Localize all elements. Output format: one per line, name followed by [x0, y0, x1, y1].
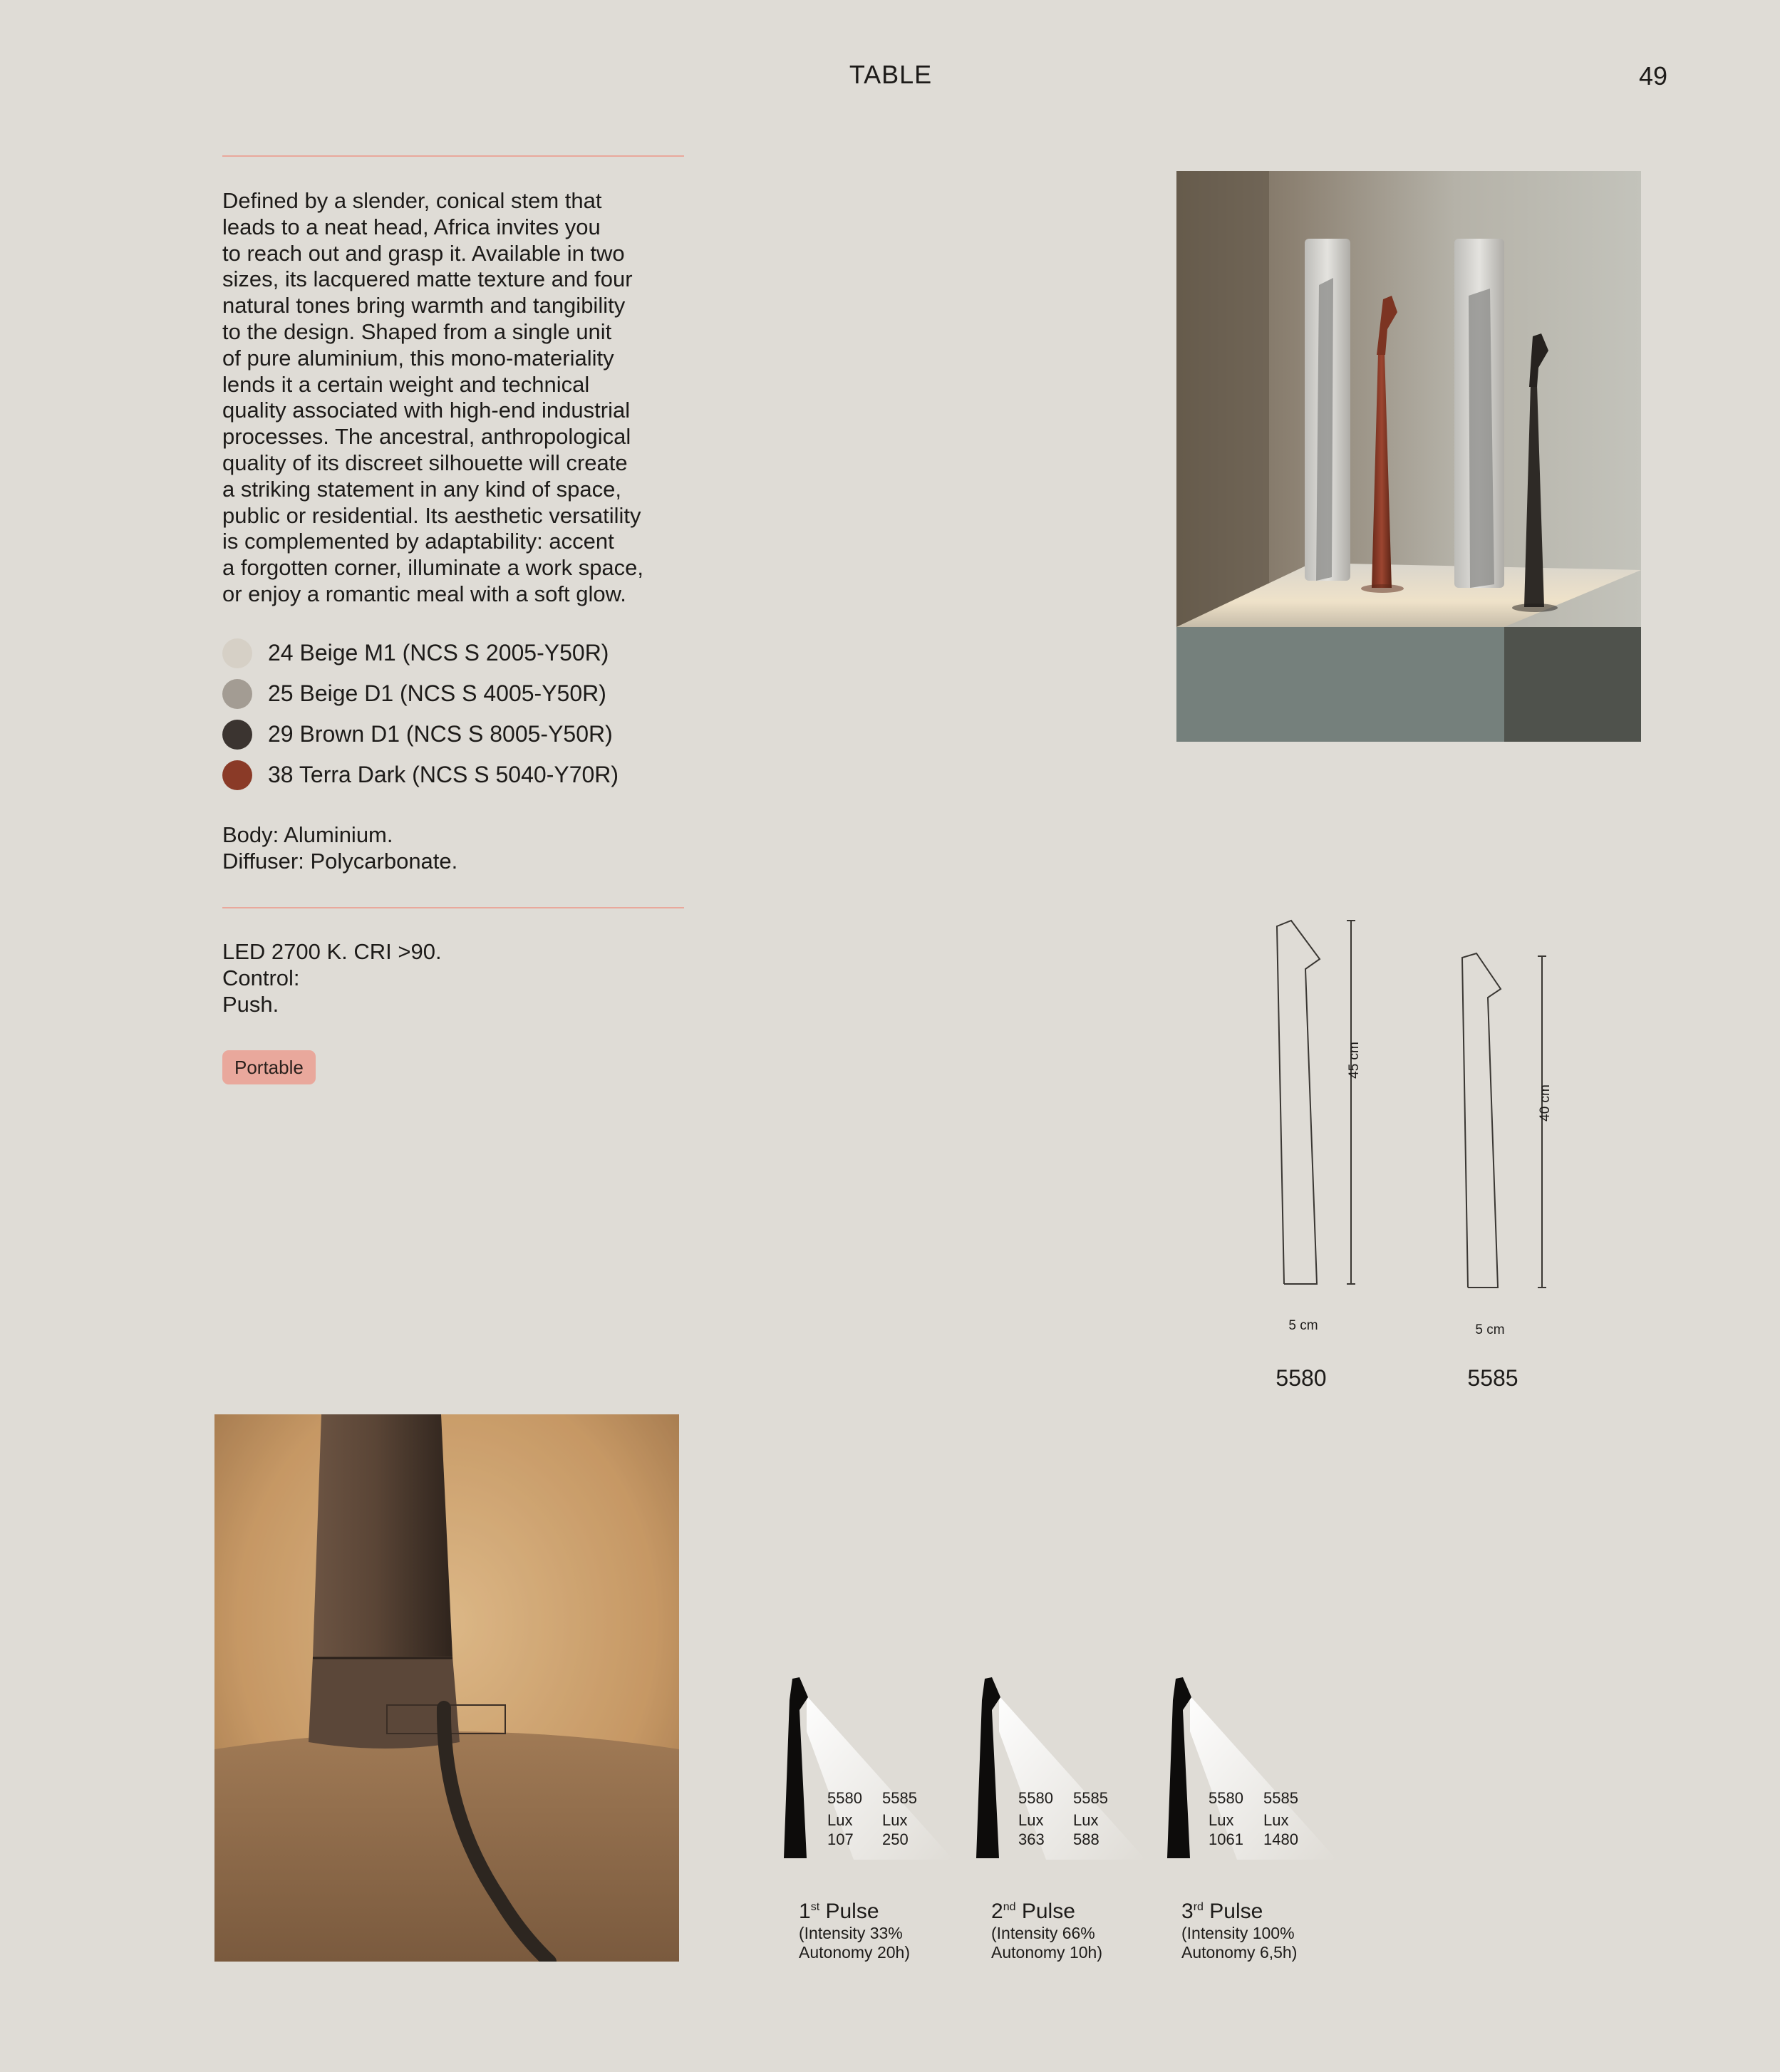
pulse-title: 3rd Pulse [1181, 1900, 1263, 1923]
description [222, 188, 707, 608]
finish-label: 29 Brown D1 (NCS S 8005-Y50R) [268, 721, 613, 747]
description-line: a forgotten corner, illuminate a work space, [222, 555, 644, 581]
description-line: sizes, its lacquered matte texture and four [222, 266, 633, 292]
pulse-2-lux-5585 [1073, 1788, 1108, 1849]
material-body: Body: Aluminium. [222, 822, 393, 847]
finish-swatch-beige-d1 [222, 679, 252, 709]
spec-control-label: Control: [222, 965, 300, 990]
pulse-autonomy: Autonomy 10h) [991, 1943, 1102, 1962]
lamps-illustration [1176, 171, 1641, 742]
pulse-1-lux-5580 [827, 1788, 862, 1849]
specs-divider [222, 907, 684, 908]
top-divider [222, 155, 684, 157]
product-photo-base [214, 1414, 679, 1962]
description-line: is complemented by adaptability: accent [222, 529, 614, 554]
spec-control-value: Push. [222, 991, 279, 1017]
page-number: 49 [1638, 61, 1667, 90]
pulse-autonomy: Autonomy 6,5h) [1181, 1943, 1298, 1962]
model-5580-width: 5 cm [1288, 1318, 1318, 1333]
finish-list [222, 633, 721, 795]
portable-tag: Portable [222, 1050, 316, 1084]
specs [222, 939, 707, 1017]
dimension-spacer [1254, 1325, 1582, 1326]
pulse-3-lux-5585 [1263, 1788, 1298, 1849]
lux-model: 5580 [1018, 1789, 1053, 1807]
finish-item [222, 633, 721, 673]
model-5580-height: 45 cm [1347, 1042, 1362, 1079]
pulse-autonomy: Autonomy 20h) [799, 1943, 910, 1962]
finish-swatch-terra-dark [222, 760, 252, 790]
description-line: leads to a neat head, Africa invites you [222, 214, 601, 239]
lux-value: 588 [1073, 1830, 1099, 1848]
pulse-2-diagram [976, 1677, 1146, 1860]
lux-model: 5580 [827, 1789, 862, 1807]
finish-label: 38 Terra Dark (NCS S 5040-Y70R) [268, 762, 619, 787]
description-line: natural tones bring warmth and tangibility [222, 293, 626, 318]
finish-label: 25 Beige D1 (NCS S 4005-Y50R) [268, 680, 606, 706]
pulse-2-lux-5580 [1018, 1788, 1053, 1849]
description-line: lends it a certain weight and technical [222, 371, 590, 397]
model-5585-code: 5585 [1467, 1365, 1518, 1391]
lux-unit: Lux [882, 1811, 908, 1829]
pulse-intensity: (Intensity 66% [991, 1924, 1095, 1942]
finish-swatch-brown-d1 [222, 720, 252, 750]
pulse-intensity: (Intensity 100% [1181, 1924, 1295, 1942]
pulse-1-diagram [784, 1677, 953, 1860]
pulse-title: 1st Pulse [799, 1900, 879, 1923]
finish-label: 24 Beige M1 (NCS S 2005-Y50R) [268, 640, 609, 665]
pulse-3-lux-5580 [1209, 1788, 1243, 1849]
lux-value: 250 [882, 1830, 909, 1848]
model-5580-code: 5580 [1276, 1365, 1327, 1391]
material-diffuser: Diffuser: Polycarbonate. [222, 848, 458, 874]
lux-model: 5585 [882, 1789, 917, 1807]
model-5580-outline [1277, 921, 1355, 1297]
pulse-1-caption [799, 1900, 977, 1962]
description-line: Defined by a slender, conical stem that [222, 188, 602, 213]
materials [222, 822, 707, 875]
model-5585-width: 5 cm [1475, 1322, 1505, 1337]
lux-model: 5585 [1263, 1789, 1298, 1807]
pulse-1-lux-5585 [882, 1788, 917, 1849]
description-line: or enjoy a romantic meal with a soft glow. [222, 581, 626, 606]
description-line: public or residential. Its aesthetic versatility [222, 502, 641, 528]
lux-value: 1061 [1209, 1830, 1243, 1848]
model-5585-height: 40 cm [1538, 1084, 1553, 1122]
lux-unit: Lux [1073, 1811, 1099, 1829]
lux-model: 5585 [1073, 1789, 1108, 1807]
model-5585-outline [1462, 953, 1546, 1288]
pulse-3-caption [1181, 1900, 1360, 1962]
finish-item [222, 714, 721, 755]
lux-unit: Lux [1018, 1811, 1044, 1829]
description-line: a striking statement in any kind of space, [222, 476, 622, 502]
lux-value: 1480 [1263, 1830, 1298, 1848]
lux-model: 5580 [1209, 1789, 1243, 1807]
description-line: of pure aluminium, this mono-materiality [222, 345, 614, 371]
lux-value: 363 [1018, 1830, 1045, 1848]
pulse-3-diagram [1167, 1677, 1337, 1860]
lux-unit: Lux [1209, 1811, 1234, 1829]
pulse-intensity: (Intensity 33% [799, 1924, 903, 1942]
description-line: quality associated with high-end industrial [222, 398, 631, 423]
finish-swatch-beige-m1 [222, 638, 252, 668]
description-line: to reach out and grasp it. Available in two [222, 240, 625, 266]
lux-unit: Lux [827, 1811, 853, 1829]
lux-unit: Lux [1263, 1811, 1289, 1829]
product-photo-lamps [1176, 171, 1641, 742]
base-illustration [214, 1414, 679, 1962]
pulse-title: 2nd Pulse [991, 1900, 1075, 1923]
section-title: TABLE [849, 60, 933, 89]
description-line: to the design. Shaped from a single unit [222, 318, 612, 344]
finish-item [222, 673, 721, 714]
pulse-2-caption [991, 1900, 1169, 1962]
finish-item [222, 755, 721, 795]
description-line: processes. The ancestral, anthropological [222, 424, 631, 450]
dimension-drawings [1254, 912, 1582, 1297]
lux-value: 107 [827, 1830, 854, 1848]
description-line: quality of its discreet silhouette will create [222, 450, 628, 475]
spec-led: LED 2700 K. CRI >90. [222, 939, 442, 964]
